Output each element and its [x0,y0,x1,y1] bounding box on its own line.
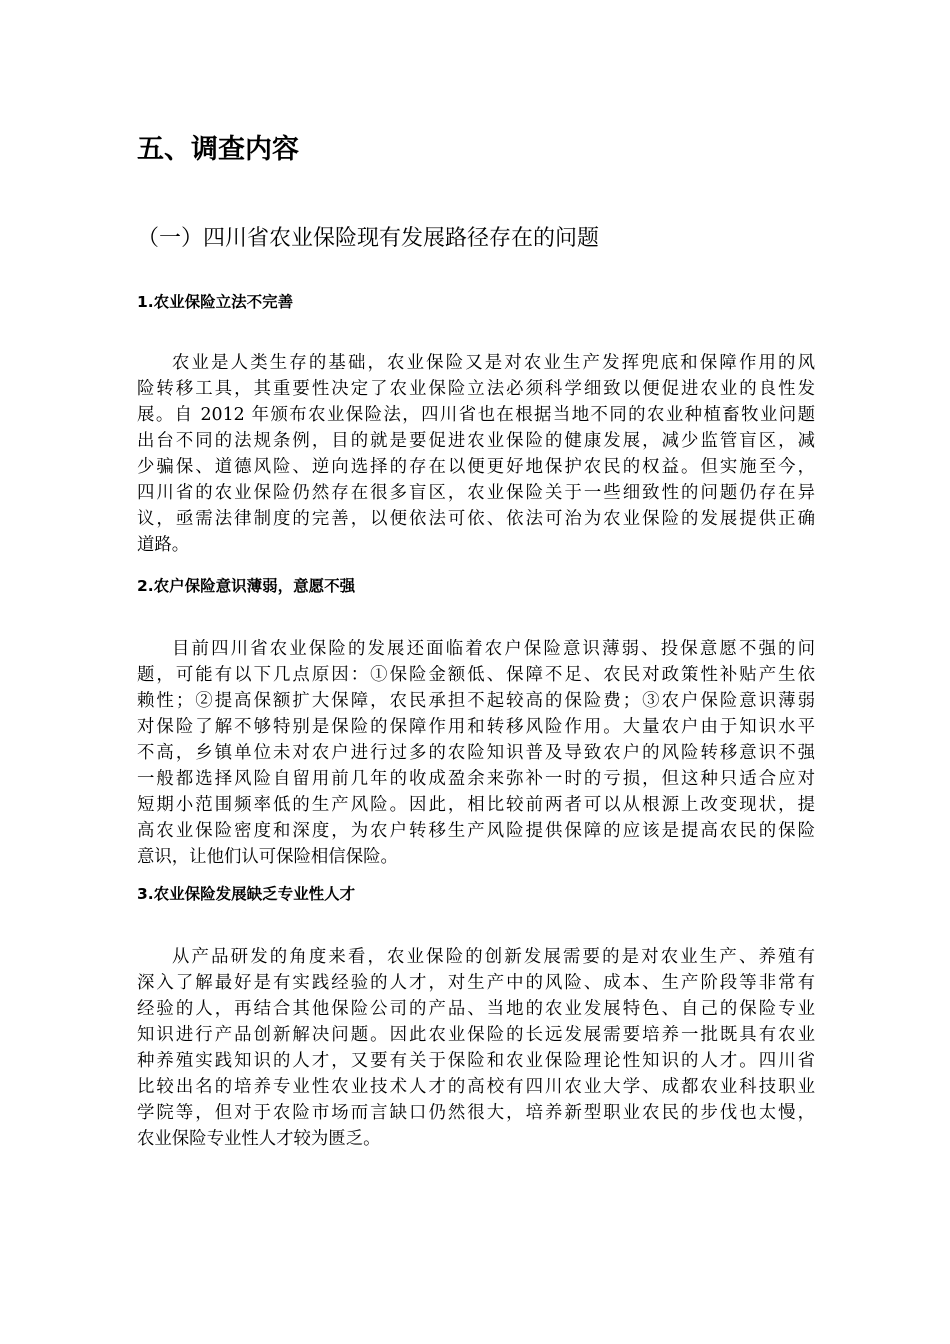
section-heading: 五、调查内容 [137,134,299,165]
paragraph-line: 经验的人，再结合其他保险公司的产品、当地的农业发展特色、自己的保险专业 [137,999,815,1019]
paragraph-line: 比较出名的培养专业性农业技术人才的高校有四川农业大学、成都农业科技职业 [137,1077,815,1097]
section-2-title: 2.农户保险意识薄弱，意愿不强 [137,577,356,595]
paragraph-line: 赖性；②提高保额扩大保障，农民承担不起较高的保险费；③农户保险意识薄弱 [137,691,815,711]
paragraph-line: 短期小范围频率低的生产风险。因此，相比较前两者可以从根源上改变现状，提 [137,795,815,815]
paragraph-line: 目前四川省农业保险的发展还面临着农户保险意识薄弱、投保意愿不强的问 [172,639,815,659]
paragraph-line: 农业是人类生存的基础，农业保险又是对农业生产发挥兜底和保障作用的风 [172,353,815,373]
paragraph-line: 展。自 2012 年颁布农业保险法，四川省也在根据当地不同的农业种植畜牧业问题 [137,405,815,425]
paragraph-line: 题，可能有以下几点原因：①保险金额低、保障不足、农民对政策性补贴产生依 [137,665,815,685]
paragraph-line: 道路。 [137,535,190,555]
paragraph-line: 险转移工具，其重要性决定了农业保险立法必须科学细致以便促进农业的良性发 [137,379,815,399]
paragraph-line: 意识，让他们认可保险相信保险。 [137,847,398,867]
paragraph-line: 知识进行产品创新解决问题。因此农业保险的长远发展需要培养一批既具有农业 [137,1025,815,1045]
paragraph-line: 深入了解最好是有实践经验的人才，对生产中的风险、成本、生产阶段等非常有 [137,973,815,993]
paragraph-line: 议，亟需法律制度的完善，以便依法可依、依法可治为农业保险的发展提供正确 [137,509,815,529]
paragraph-line: 学院等，但对于农险市场而言缺口仍然很大，培养新型职业农民的步伐也太慢， [137,1103,815,1123]
paragraph-line: 少骗保、道德风险、逆向选择的存在以便更好地保护农民的权益。但实施至今， [137,457,815,477]
paragraph-line: 不高，乡镇单位未对农户进行过多的农险知识普及导致农户的风险转移意识不强 [137,743,815,763]
section-1-paragraph [137,350,815,558]
paragraph-line: 一般都选择风险自留用前几年的收成盈余来弥补一时的亏损，但这种只适合应对 [137,769,815,789]
section-2-paragraph [137,636,815,870]
paragraph-line: 农业保险专业性人才较为匮乏。 [137,1129,381,1149]
paragraph-line: 出台不同的法规条例，目的就是要促进农业保险的健康发展，减少监管盲区，减 [137,431,815,451]
section-1-title: 1.农业保险立法不完善 [137,293,294,311]
section-3-paragraph [137,944,815,1152]
paragraph-line: 高农业保险密度和深度，为农户转移生产风险提供保障的应该是提高农民的保险 [137,821,815,841]
paragraph-line: 种养殖实践知识的人才，又要有关于保险和农业保险理论性知识的人才。四川省 [137,1051,815,1071]
paragraph-line: 四川省的农业保险仍然存在很多盲区，农业保险关于一些细致性的问题仍存在异 [137,483,815,503]
paragraph-line: 从产品研发的角度来看，农业保险的创新发展需要的是对农业生产、养殖有 [172,947,815,967]
section-3-title: 3.农业保险发展缺乏专业性人才 [137,885,356,903]
subsection-heading: （一）四川省农业保险现有发展路径存在的问题 [137,226,600,251]
paragraph-line: 对保险了解不够特别是保险的保障作用和转移风险作用。大量农户由于知识水平 [137,717,815,737]
